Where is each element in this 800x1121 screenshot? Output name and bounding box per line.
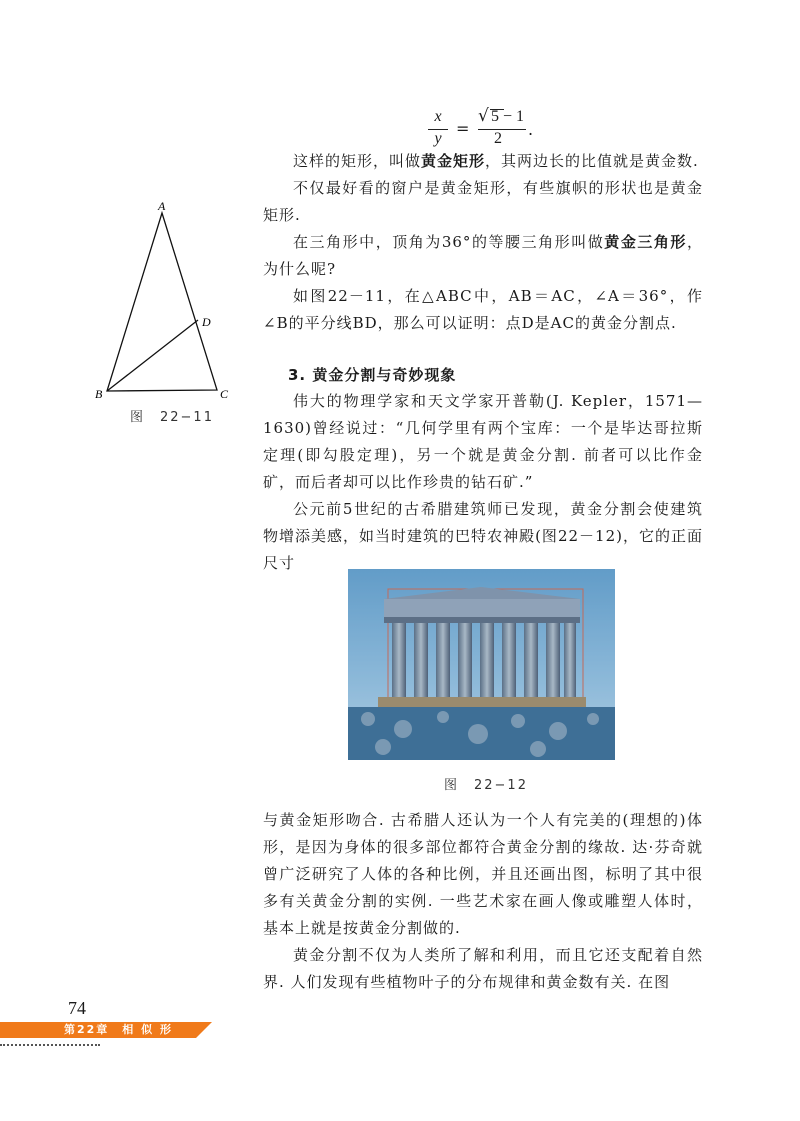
label-d: D [202, 315, 211, 329]
figure-caption-22-11: 图 22−11 [130, 410, 214, 425]
page-number: 74 [68, 998, 86, 1018]
golden-ratio-formula [420, 108, 560, 152]
paragraph-proof-setup: 如图22－11，在△ABC中，AB＝AC，∠A＝36°，作∠B的平分线BD，那么可以证明：点D是AC的黄金分割点. [263, 287, 703, 332]
text: ，其两边长的比值就是黄金数. [485, 152, 699, 170]
parthenon-image [348, 569, 615, 760]
formula-y: y [434, 130, 442, 147]
paragraph-nature: 黄金分割不仅为人类所了解和利用，而且它还支配着自然界. 人们发现有些植物叶子的分布规律和黄金数有关. 在图 [263, 946, 703, 991]
term-golden-triangle: 黄金三角形 [604, 233, 687, 251]
fraction-bar [478, 129, 526, 130]
text: 这样的矩形，叫做 [293, 152, 422, 170]
paragraph-kepler-quote: 伟大的物理学家和天文学家开普勒(J. Kepler，1571—1630)曾经说过：“几何学里有两个宝库：一个是毕达哥拉斯定理(即勾股定理)，另一个就是黄金分割. 前者可以比作金矿，而后者却可以比作珍贵的钻石矿.” [263, 392, 703, 491]
formula-equals: = [456, 119, 470, 138]
paragraph-parthenon: 公元前5世纪的古希腊建筑师已发现，黄金分割会使建筑物增添美感，如当时建筑的巴特农神殿(图22－12)，它的正面尺寸 [263, 500, 703, 572]
paragraph-golden-triangle [263, 229, 703, 283]
dotted-rule [0, 1044, 100, 1046]
paragraph-golden-rectangle [263, 148, 703, 175]
paragraph-windows-flags: 不仅最好看的窗户是黄金矩形，有些旗帜的形状也是黄金矩形. [263, 179, 703, 224]
section-heading: 3. 黄金分割与奇妙现象 [288, 366, 457, 384]
triangle-figure [92, 198, 242, 403]
formula-numerator: 5 − 1 [491, 108, 525, 125]
sqrt-sign: √ [478, 106, 489, 126]
bisector-bd [107, 320, 198, 391]
formula-x: x [434, 108, 442, 125]
paragraph-human-body: 与黄金矩形吻合. 古希腊人还认为一个人有完美的(理想的)体形，是因为身体的很多部位都符合黄金分割的缘故. 达·芬奇就曾广泛研究了人体的各种比例，并且还画出图，标明了其中很多有关黄金分割的实例. 一些艺术家在画人像或雕塑人体时，基本上就是按黄金分割做的. [263, 811, 703, 937]
label-a: A [158, 199, 166, 213]
label-b: B [95, 387, 103, 401]
formula-denominator: 2 [494, 130, 502, 147]
text: ，为什么呢? [263, 233, 703, 278]
triangle-abc [107, 213, 217, 391]
formula-period: . [528, 120, 534, 139]
figure-caption-22-12: 图 22−12 [444, 778, 528, 793]
text: 在三角形中，顶角为36°的等腰三角形叫做 [293, 233, 605, 251]
term-golden-rectangle: 黄金矩形 [421, 152, 486, 170]
chapter-label: 第22章 相 似 形 [64, 1023, 173, 1036]
label-c: C [220, 387, 229, 401]
